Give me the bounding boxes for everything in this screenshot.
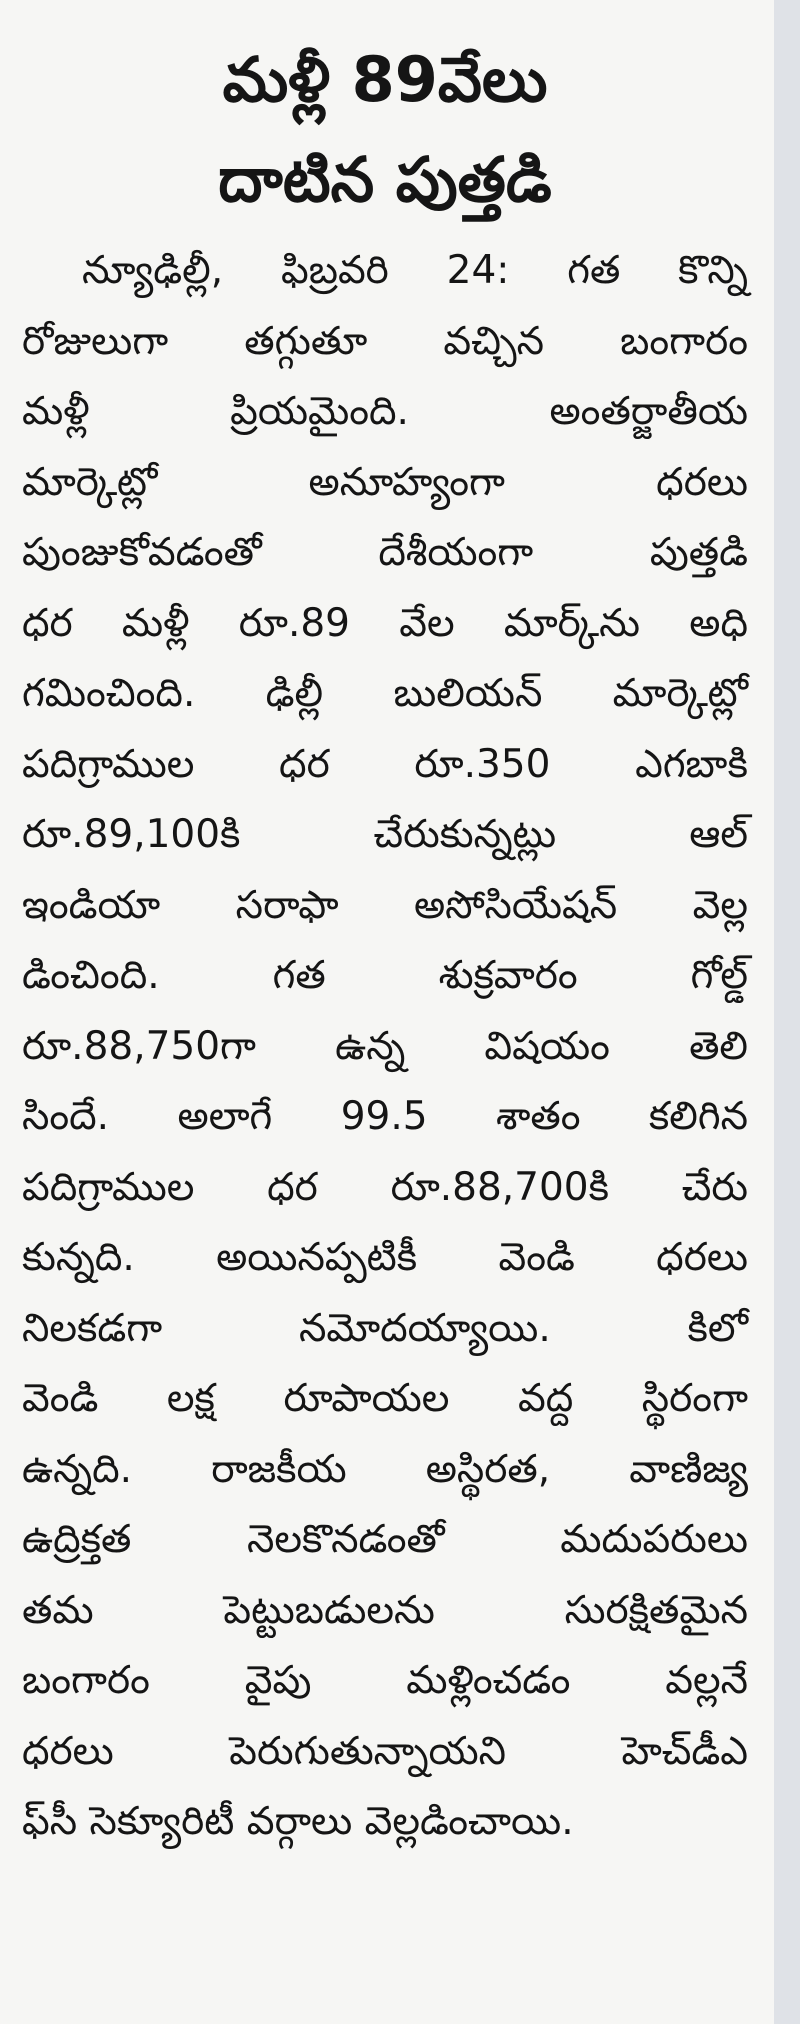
body-line: మళ్లీ ప్రియమైంది. అంతర్జాతీయ [22,389,748,434]
body-line: ఉన్నది. రాజకీయ అస్థిరత, వాణిజ్య [22,1446,748,1492]
body-line: ధర మళ్లీ రూ.89 వేల మార్క్‌ను అధి [22,600,748,646]
body-line: న్యూఢిల్లీ, ఫిబ్రవరి 24: గత కొన్ని [82,248,748,293]
headline-line: మళ్లీ 89వేలు [222,43,548,116]
headline [22,30,748,230]
headline-line: దాటిన పుత్తడి [218,143,552,216]
body-line: పుంజుకోవడంతో దేశీయంగా పుత్తడి [22,530,748,575]
body-line: ఉద్రిక్తత నెలకొనడంతో మదుపరులు [22,1517,748,1562]
body-line: తమ పెట్టుబడులను సురక్షితమైన [22,1587,748,1633]
body-line: పదిగ్రాముల ధర రూ.350 ఎగబాకి [22,741,748,787]
body-line: నిలకడగా నమోదయ్యాయి. కిలో [22,1305,748,1351]
body-line: డించింది. గత శుక్రవారం గోల్డ్ [22,953,748,998]
body-line: సిందే. అలాగే 99.5 శాతం కలిగిన [22,1094,748,1139]
body-line: ధరలు పెరుగుతున్నాయని హెచ్‌డీఎ [22,1728,748,1774]
body-line: బంగారం వైపు మళ్లించడం వల్లనే [22,1658,748,1703]
body-line: రూ.89,100కి చేరుకున్నట్లు ఆల్ [22,812,748,857]
body-line: ఫ్‌సీ సెక్యూరిటీ వర్గాలు వెల్లడించాయి. [22,1799,574,1844]
body-line: ఇండియా సరాఫా అసోసియేషన్ వెల్ల [22,882,748,928]
body-line: మార్కెట్లో అనూహ్యంగా ధరలు [22,459,748,505]
body-line: గమించింది. ఢిల్లీ బులియన్ మార్కెట్లో [22,671,748,716]
body-line: రూ.88,750గా ఉన్న విషయం తెలి [22,1023,748,1069]
article-body [22,236,748,1858]
body-line: రోజులుగా తగ్గుతూ వచ్చిన బంగారం [22,318,748,364]
page-margin [774,0,800,2024]
body-line: వెండి లక్ష రూపాయల వద్ద స్థిరంగా [22,1376,748,1421]
body-line: పదిగ్రాముల ధర రూ.88,700కి చేరు [22,1164,748,1210]
body-line: కున్నది. అయినప్పటికీ వెండి ధరలు [22,1235,748,1280]
